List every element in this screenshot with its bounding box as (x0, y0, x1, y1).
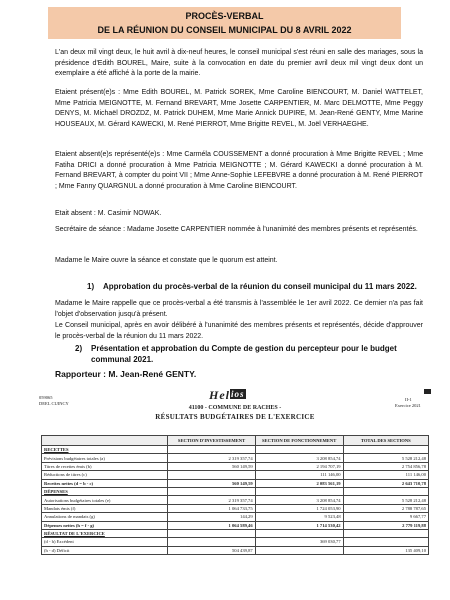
intro-paragraph: L'an deux mil vingt deux, le huit avril à dix-neuf heures, le conseil municipal s'est réuni en salle des mariages, sous la présidence d'Edith BOUREL, Maire, suite à la convocation en date du premier avril deux mil vingt deux dont un exemplaire a été affiché à la porte de la mairie. (55, 49, 423, 78)
secretaire-paragraph: Secrétaire de séance : Madame Josette CARPENTIER nommée à l'unanimité des membres présents et représentés. (55, 226, 418, 233)
document-title-banner (48, 7, 401, 39)
table-cell (168, 529, 255, 537)
item2-number: 2) (75, 344, 83, 353)
table-cell: 2 194 707,19 (255, 462, 343, 470)
table-row (42, 487, 429, 495)
table-header-cell: SECTION D'INVESTISSEMENT (168, 436, 255, 446)
item1-paragraph1: Madame le Maire rappelle que ce procès-verbal a été transmis à l'assemblée le 1er avril 2022. Ce dernier n'a pas fait l'objet d'observation jusqu'à présent. (55, 300, 423, 318)
table-cell: 1 714 530,42 (255, 521, 343, 529)
table-cell: 369 030,77 (255, 538, 343, 546)
scan-heading: RÉSULTATS BUDGÉTAIRES DE L'EXERCICE (155, 413, 315, 421)
presents-paragraph: Etaient présent(e)s : Mme Edith BOUREL, M. Patrick SOREK, Mme Caroline BIENCOURT, M. Daniel WATTELET, Mme Patricia MEIGNOTTE, M. Fernand BREVART, Mme Josette CARPENTIER, M. Marc DELMOTTE, Mme Peggy DENYS, M. Michaël DROZDZ, M. Patrick DUHEM, Mme Marie Annick DUPIRE, M. Jean-René GENTY, Mme Marine HOUSEAUX, M. Gérard KAWECKI, M. René PIERROT, Mme Brigitte REVEL, M. Joël VERHAEGHE. (55, 89, 423, 128)
table-cell: 2 083 561,19 (255, 479, 343, 487)
table-row (42, 471, 429, 479)
ouverture-paragraph: Madame le Maire ouvre la séance et constate que le quorum est atteint. (55, 257, 278, 264)
table-cell: 5 528 212,48 (343, 454, 428, 462)
table-cell: 111 146,00 (255, 471, 343, 479)
item2-heading (75, 343, 420, 365)
table-cell: 1 064 589,46 (168, 521, 255, 529)
document-title-line2: DE LA RÉUNION DU CONSEIL MUNICIPAL DU 8 AVRIL 2022 (97, 25, 352, 35)
table-header-cell: TOTAL DES SECTIONS (343, 436, 428, 446)
table-cell: RECETTES (42, 446, 168, 454)
table-row (42, 521, 429, 529)
table-header-cell (42, 436, 168, 446)
scan-ref-code: 059065 (39, 395, 53, 400)
table-cell: Réductions de titres (c) (42, 471, 168, 479)
table-cell (343, 487, 428, 495)
table-cell: 560 149,59 (168, 479, 255, 487)
table-cell: 144,29 (168, 513, 255, 521)
table-cell: 2 779 119,88 (343, 521, 428, 529)
table-cell: 9 667,77 (343, 513, 428, 521)
table-cell: 560 149,59 (168, 462, 255, 470)
table-cell: 3 208 854,74 (255, 496, 343, 504)
table-cell: 135 409,10 (343, 546, 428, 554)
scan-commune: 41100 - COMMUNE DE RACHES - (188, 405, 282, 411)
table-cell (168, 446, 255, 454)
table-row (42, 538, 429, 546)
table-cell: 504 439,87 (168, 546, 255, 554)
table-cell (343, 538, 428, 546)
table-header-cell: SECTION DE FONCTIONNEMENT (255, 436, 343, 446)
table-cell: 111 146,00 (343, 471, 428, 479)
table-cell: (d - h) Excédent (42, 538, 168, 546)
table-row (42, 462, 429, 470)
table-cell (168, 487, 255, 495)
table-row (42, 446, 429, 454)
scan-corner-mark (424, 389, 431, 394)
table-row (42, 496, 429, 504)
table-cell: 1 064 733,75 (168, 504, 255, 512)
table-cell: Autorisations budgétaires totales (e) (42, 496, 168, 504)
table-row (42, 504, 429, 512)
scan-dept: DEEL CUINCY (39, 401, 69, 406)
table-cell: DÉPENSES (42, 487, 168, 495)
item2-title: Présentation et approbation du Compte de gestion du percepteur pour le budget communal 2021. (91, 344, 397, 364)
table-cell (255, 546, 343, 554)
item1-paragraph2: Le Conseil municipal, après en avoir délibéré à l'unanimité des membres présents et représentés, décide d'approuver le procès-verbal de la réunion du 11 mars 2022. (55, 322, 423, 340)
table-cell (343, 529, 428, 537)
table-cell: 2 319 357,74 (168, 496, 255, 504)
table-cell: 1 724 053,90 (255, 504, 343, 512)
table-cell (255, 446, 343, 454)
table-cell: 2 788 787,65 (343, 504, 428, 512)
table-row (42, 513, 429, 521)
scan-exercice: Exercice 2021 (395, 403, 421, 408)
rapporteur-line: Rapporteur : M. Jean-René GENTY. (55, 369, 197, 379)
table-cell: 3 208 854,74 (255, 454, 343, 462)
table-cell: 2 319 357,74 (168, 454, 255, 462)
table-header-row (42, 436, 429, 446)
table-cell: 2 754 856,78 (343, 462, 428, 470)
item1-number: 1) (87, 282, 95, 291)
table-cell: Prévisions budgétaires totales (a) (42, 454, 168, 462)
helios-logo (209, 388, 246, 403)
table-cell: Titres de recettes émis (b) (42, 462, 168, 470)
helios-logo-box: ios (231, 389, 245, 399)
table-cell (168, 538, 255, 546)
helios-logo-text: Hel (209, 388, 230, 402)
table-cell: 5 528 212,48 (343, 496, 428, 504)
budget-results-table (41, 435, 429, 555)
table-cell: Annulations de mandats (g) (42, 513, 168, 521)
table-row (42, 546, 429, 554)
scanned-budget-document (37, 386, 433, 600)
table-cell: Mandats émis (f) (42, 504, 168, 512)
absent-paragraph: Etait absent : M. Casimir NOWAK. (55, 210, 162, 217)
table-cell: 2 643 710,78 (343, 479, 428, 487)
table-cell: RÉSULTAT DE L'EXERCICE (42, 529, 168, 537)
table-cell: 9 523,48 (255, 513, 343, 521)
absents-paragraph: Etaient absent(e)s représenté(e)s : Mme Carméla COUSSEMENT a donné procuration à Mme Brigitte REVEL ; Mme Fatiha DRICI a donné procuration à Mme Patricia MEIGNOTTE ; M. Gérard KAWECKI a donné procuration à M. Fernand BREVART, à compter du point VII ; Mme Anne-Sophie LEFEBVRE a donné procuration à M. René PIERROT ; Mme Fanny QUARGNUL a donné procuration à Mme Caroline BIENCOURT. (55, 151, 423, 190)
item1-heading (87, 281, 417, 292)
table-cell: (h - d) Déficit (42, 546, 168, 554)
table-cell (343, 446, 428, 454)
table-cell (255, 529, 343, 537)
table-cell (168, 471, 255, 479)
table-cell: Recettes nettes (d = b - c) (42, 479, 168, 487)
table-cell (255, 487, 343, 495)
table-cell: Dépenses nettes (h = f - g) (42, 521, 168, 529)
table-row (42, 479, 429, 487)
scan-page-ref: II-1 (405, 397, 412, 402)
table-row (42, 454, 429, 462)
table-row (42, 529, 429, 537)
document-title-line1: PROCÈS-VERBAL (185, 11, 264, 21)
item1-title: Approbation du procès-verbal de la réunion du conseil municipal du 11 mars 2022. (103, 282, 417, 291)
